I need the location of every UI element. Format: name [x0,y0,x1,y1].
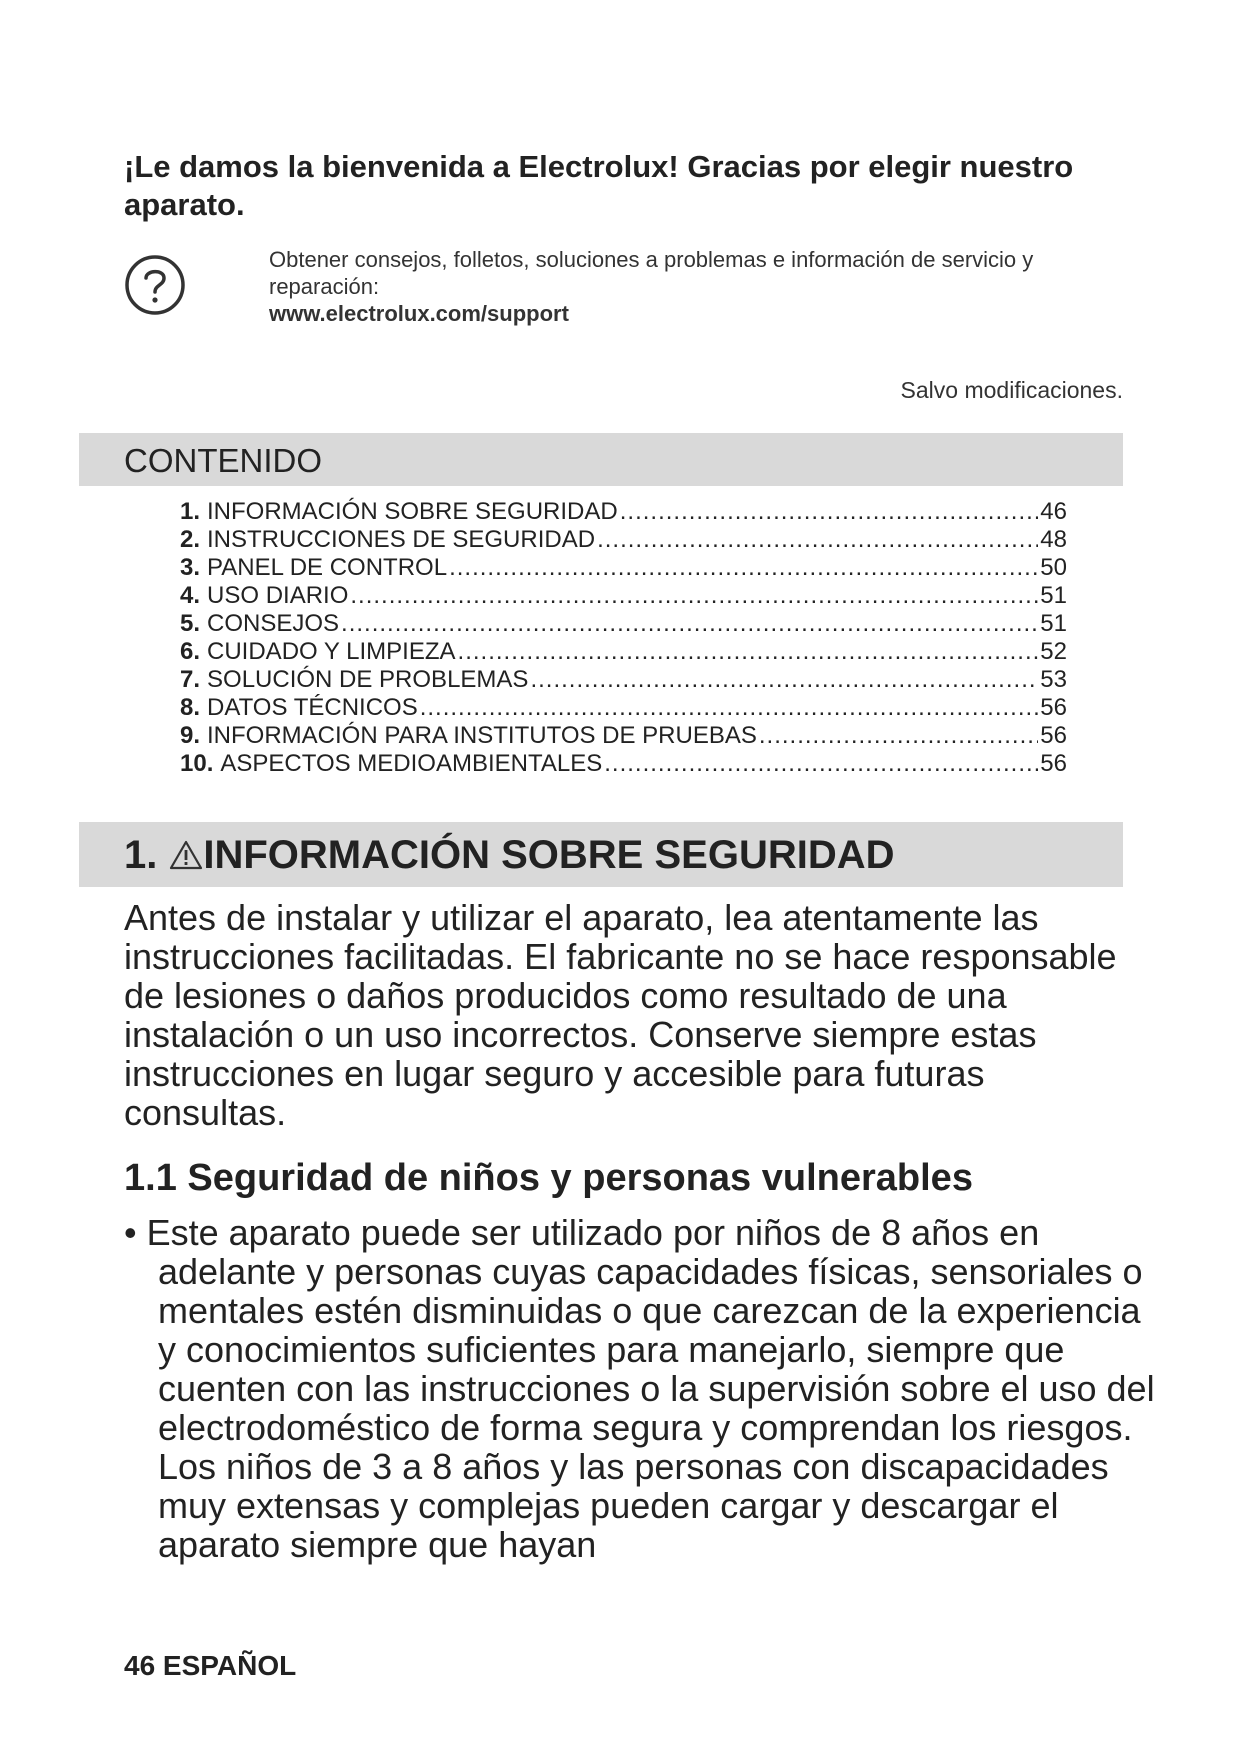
toc-leader-dots [420,694,1039,722]
toc-leader-dots [341,610,1038,638]
subsection-heading: 1.1 Seguridad de niños y personas vulnerables [124,1157,973,1199]
toc-item[interactable] [180,638,1067,666]
toc-leader-dots [604,750,1038,778]
toc-item-title: CONSEJOS [207,610,340,637]
intro-paragraph: Antes de instalar y utilizar el aparato, lea atentamente las instrucciones facilitadas. El fabricante no se hace responsable de lesiones o daños producidos como resultado de una instalación o un uso incorrectos. Conserve siempre estas instrucciones en lugar seguro y accesible para futuras consultas. [124,897,1117,1133]
toc-item-number: 7. [180,666,201,693]
toc-leader-dots [350,582,1038,610]
toc-item-page: 50 [1040,554,1067,581]
toc-item-page: 46 [1040,498,1067,525]
question-circle-icon [124,254,186,316]
toc-item[interactable] [180,610,1067,638]
toc-item-number: 5. [180,610,201,637]
toc-item-page: 56 [1040,722,1067,749]
page-footer: 46 ESPAÑOL [124,1650,297,1681]
toc-item-page: 51 [1040,582,1067,609]
toc-item[interactable] [180,526,1067,554]
contents-title: CONTENIDO [124,442,322,479]
toc-item-number: 6. [180,638,201,665]
toc-leader-dots [597,526,1038,554]
toc-item-number: 8. [180,694,201,721]
toc-item-title: INSTRUCCIONES DE SEGURIDAD [207,526,596,553]
toc-item[interactable] [180,582,1067,610]
toc-item-title: SOLUCIÓN DE PROBLEMAS [207,666,529,693]
toc-item-number: 2. [180,526,201,553]
toc-item-title: CUIDADO Y LIMPIEZA [207,638,456,665]
toc-item-number: 4. [180,582,201,609]
toc-item-title: PANEL DE CONTROL [207,554,448,581]
welcome-heading: ¡Le damos la bienvenida a Electrolux! Gracias por elegir nuestro aparato. [124,149,1074,222]
toc-item[interactable] [180,554,1067,582]
toc-item[interactable] [180,498,1067,526]
toc-item-number: 3. [180,554,201,581]
bullet-paragraph: • Este aparato puede ser utilizado por niños de 8 años en adelante y personas cuyas capacidades físicas, sensoriales o mentales estén disminuidas o que carezcan de la experiencia y conocimientos suficientes para manejarlo, siempre que cuenten con las instrucciones o la supervisión sobre el uso del electrodoméstico de forma segura y comprendan los riesgos. Los niños de 3 a 8 años y las personas con discapacidades muy extensas y complejas pueden cargar y descargar el aparato siempre que hayan [124,1212,1155,1565]
toc-item-page: 51 [1040,610,1067,637]
toc-leader-dots [449,554,1038,582]
warning-triangle-icon [169,839,203,871]
toc-item-number: 1. [180,498,201,525]
toc-leader-dots [458,638,1039,666]
toc-item-page: 56 [1040,694,1067,721]
section-number: 1. [124,833,158,877]
toc-item-number: 10. [180,750,214,777]
support-text: Obtener consejos, folletos, soluciones a problemas e información de servicio y reparación: [269,247,1034,299]
toc-leader-dots [759,722,1038,750]
toc-item[interactable] [180,666,1067,694]
toc-item[interactable] [180,694,1067,722]
support-url-link[interactable]: www.electrolux.com/support [269,301,569,326]
support-info [269,246,1089,327]
toc-item-title: INFORMACIÓN SOBRE SEGURIDAD [207,498,618,525]
toc-leader-dots [530,666,1038,694]
toc-item-title: USO DIARIO [207,582,349,609]
toc-item-title: DATOS TÉCNICOS [207,694,418,721]
toc-item-title: INFORMACIÓN PARA INSTITUTOS DE PRUEBAS [207,722,757,749]
toc-item-page: 56 [1040,750,1067,777]
toc-item-number: 9. [180,722,201,749]
toc-leader-dots [620,498,1039,526]
toc-item-page: 52 [1040,638,1067,665]
table-of-contents [180,498,1067,778]
toc-item[interactable] [180,722,1067,750]
disclaimer-text: Salvo modificaciones. [900,377,1123,403]
toc-item[interactable] [180,750,1067,778]
toc-item-title: ASPECTOS MEDIOAMBIENTALES [220,750,603,777]
toc-item-page: 53 [1040,666,1067,693]
section-title: INFORMACIÓN SOBRE SEGURIDAD [203,833,895,877]
toc-item-page: 48 [1040,526,1067,553]
section-heading [124,830,895,880]
